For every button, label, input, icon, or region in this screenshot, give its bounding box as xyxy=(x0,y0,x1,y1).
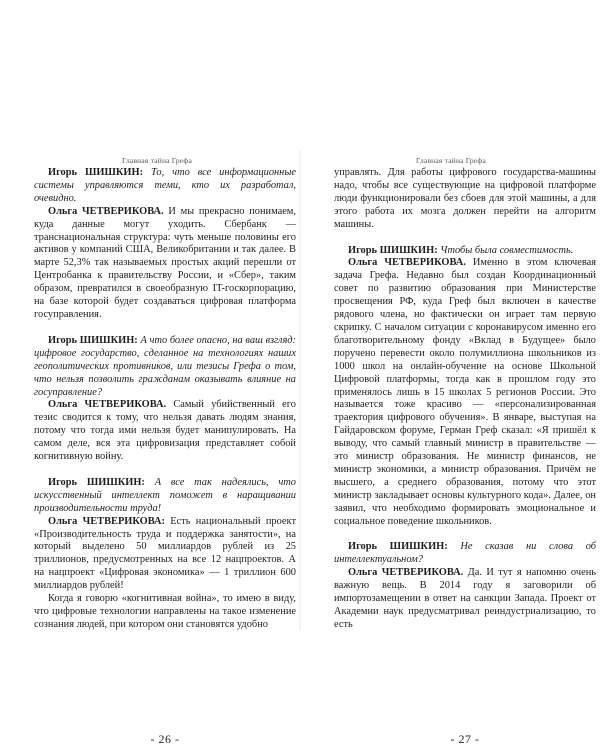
dialogue-paragraph xyxy=(334,257,596,528)
page-body xyxy=(334,167,596,632)
speaker-name: Ольга ЧЕТВЕРИКОВА. xyxy=(348,567,464,579)
answer-text: И мы прекрасно понимаем, куда данные могут уходить. Сбербанк — транснациональная структура: чуть меньше половины его активов у компаний США, Великобритании и так далее. В марте 52,3% так называемых простых акций перешли от Центробанка к правительству России, и «Сбер», таким образом, превратился в своеобразную IT-госкорпорацию, на базе которой будет создаваться цифровая платформа госуправления. xyxy=(34,205,296,320)
running-header: Главная тайна Грефа xyxy=(122,156,193,165)
speaker-name: Ольга ЧЕТВЕРИКОВА. xyxy=(348,257,466,269)
speaker-name: Игорь ШИШКИН: xyxy=(48,476,145,488)
paragraph-gap xyxy=(34,464,296,477)
running-header: Главная тайна Грефа xyxy=(416,156,487,165)
text-paragraph xyxy=(334,167,596,232)
answer-text: Именно в этом ключевая задача Грефа. Недавно был создан Координационный совет по развитию образования при Министерстве просвещения РФ, куда Греф был включен в качестве рядового члена, но фактически он играет там первую скрипку. С началом ситуации с коронавирусом именно его благотворительному фонду «Вклад в Будущее» было поручено перевести около полумиллиона школьников из 1000 школ на онлайн-обучение на основе Школьной Цифровой платформы, тогда как в прошлом году это применялось лишь в 15 школах 5 регионов России. Это называется тоже красиво — «персонализированная траектория цифрового обучения». В январе, выступая на Гайдаровском форуме, Герман Греф сказал: «Я пришёл к выводу, что самый главный министр в правительстве — это министр образования. Не министр финансов, не министр экономики, а министр образования. Причём не высшего, а среднего образования, потому что этот министр закладывает основы культурного кода». Далее, он заявил, что необходимо формировать эмоциональное и социальное поведение школьников. xyxy=(334,257,596,527)
question-text: То, что все информационные системы управляются теми, кто их разработал, очевидно. xyxy=(34,167,296,204)
speaker-name: Ольга ЧЕТВЕРИКОВА. xyxy=(48,205,164,217)
dialogue-paragraph xyxy=(334,541,596,567)
dialogue-paragraph xyxy=(34,516,296,593)
dialogue-paragraph xyxy=(34,167,296,206)
right-page xyxy=(334,156,596,746)
speaker-name: Игорь ШИШКИН: xyxy=(48,167,144,178)
page-body xyxy=(34,167,296,632)
answer-text: Да. И тут я напомню очень важную вещь. В 2014 году я заговорили об импортозамещении в ответ на санкции Запада. Проект от Академии наук предусматривал реиндустриализацию, то есть xyxy=(334,567,596,630)
speaker-name: Ольга ЧЕТВЕРИКОВА: xyxy=(48,515,165,527)
paragraph-gap xyxy=(334,232,596,245)
dialogue-paragraph xyxy=(334,245,596,258)
dialogue-paragraph xyxy=(334,567,596,632)
answer-text: Самый убийственный его тезис сводится к тому, что нельзя давать людям знания, потому что тогда ими нельзя будет манипулировать. На самом деле, вся эта цифровизация представляет собой когнитивную войну. xyxy=(34,399,296,463)
speaker-name: Игорь ШИШКИН: xyxy=(48,334,138,346)
speaker-name: Игорь ШИШКИН: xyxy=(348,244,438,256)
text-paragraph xyxy=(34,593,296,632)
book-gutter xyxy=(299,150,301,630)
answer-text: Когда я говорю «когнитивная война», то имею в виду, что цифровые технологии направлены на такое изменение сознания людей, при котором они становятся удобно xyxy=(34,593,296,630)
answer-text: управлять. Для работы цифрового государства-машины надо, чтобы все существующие на цифровой платформе люди функционировали без сбоев для этой машины, а для этого работа их мозга должен перейти на алгоритм машины. xyxy=(334,167,596,230)
question-text: Не сказав ни слова об интеллектуальном? xyxy=(334,541,596,566)
speaker-name: Игорь ШИШКИН: xyxy=(348,541,448,553)
speaker-name: Ольга ЧЕТВЕРИКОВА. xyxy=(48,399,167,411)
answer-text: Есть национальный проект «Производительность труда и поддержка занятости», на который выделено 50 миллиардов рублей из 25 триллионов, предусмотренных на все 12 нацпроектов. А на нацпроект «Цифровая экономика» — 1 триллион 600 миллиардов рублей! xyxy=(34,515,296,592)
question-text: А что более опасно, на ваш взгляд: цифровое государство, сделанное на технологиях наших геополитических противников, или тезисы Грефа о том, что нельзя позволить гражданам оказывать влияние на госуправление? xyxy=(34,334,296,398)
dialogue-paragraph xyxy=(34,206,296,322)
question-text: А все так надеялись, что искусственный интеллект поможет в наращивании производительности труда! xyxy=(34,476,296,514)
page-number: - 27 - xyxy=(450,732,480,746)
paragraph-gap xyxy=(34,322,296,335)
paragraph-gap xyxy=(334,528,596,541)
dialogue-paragraph xyxy=(34,335,296,400)
left-page xyxy=(34,156,296,746)
question-text: Чтобы была совместимость. xyxy=(440,244,574,256)
dialogue-paragraph xyxy=(34,477,296,516)
dialogue-paragraph xyxy=(34,399,296,464)
page-number: - 26 - xyxy=(150,732,180,746)
